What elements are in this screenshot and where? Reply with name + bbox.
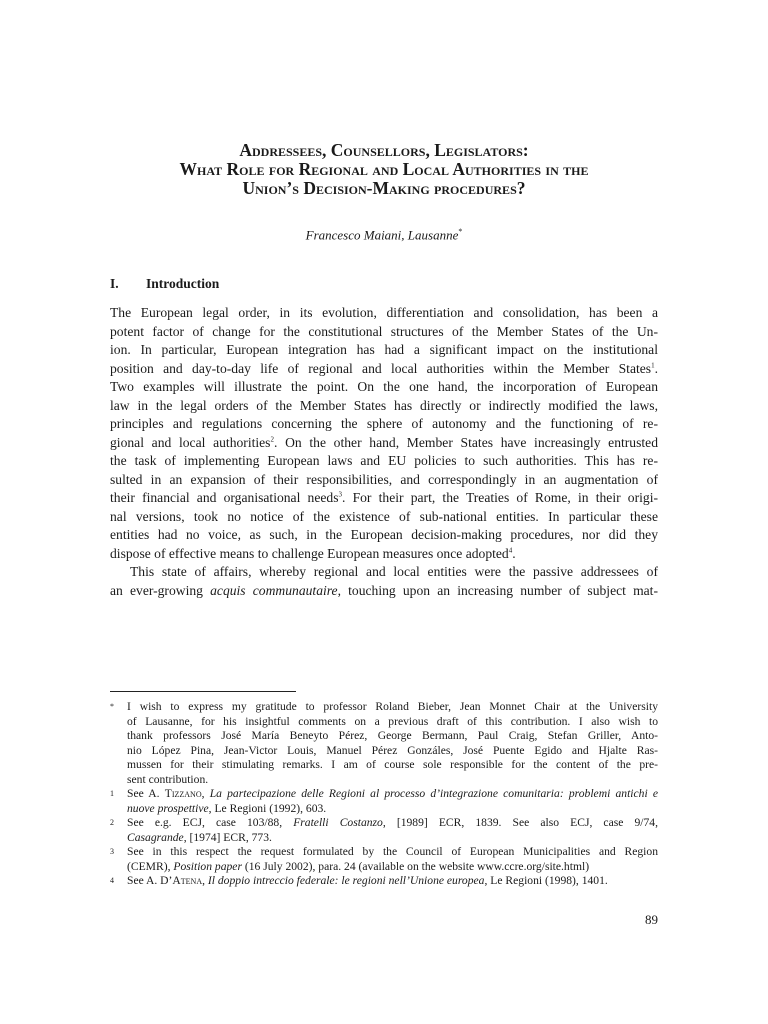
body-line: dispose of effective means to challenge European measures once adopted$^4$. [110,545,516,561]
body-line-text: , touching upon an increasing number of subject mat- [337,582,658,598]
author-footnote-mark: * [458,227,463,236]
footnote-line: I wish to express my gratitude to professor Roland Bieber, Jean Monnet Chair at the University [127,700,658,713]
footnote-text: , [202,874,208,887]
body-italic-term: acquis communautaire [210,582,338,598]
footnote-line [127,874,658,889]
footnote-text: (16 July 2002), para. 24 (available on the website www.ccre.org/site.html) [241,859,590,873]
body-line-text: . On the other hand, Member States have increasingly entrusted [273,434,658,450]
footnote-line [127,831,658,846]
footnote-mark: 1 [110,789,114,798]
body-line: nal versions, took no notice of the existence of sub-national entities. In particular these [110,508,658,524]
footnote-text: , Le Regioni (1998), 1401. [484,874,608,887]
title-line-1: Addressees, Counsellors, Legislators: [239,140,529,160]
footnote-mark: * [110,702,114,711]
footnote-line: nio López Pina, Jean-Victor Louis, Manuel Pérez Gonzáles, José Puente Egido and Hjalte Ras- [127,743,658,757]
footnote-text: See A. [127,874,161,887]
cited-title: La partecipazione delle Regioni al processo d’integrazione comunitaria: problemi antichi e [209,787,658,800]
body-line: sulted in an expansion of their responsibilities, and correspondingly in an augmentation of [110,471,658,487]
cited-title: nuove prospettive [127,801,209,815]
footnotes [110,700,658,889]
body-line [110,434,658,453]
footnote-text: , [201,787,210,800]
body-line: potent factor of change for the constitutional structures of the Member States of the Un- [110,323,658,339]
section-title: Introduction [146,276,220,291]
section-heading [110,276,219,292]
cited-case: Casagrande [127,830,184,844]
footnote-mark: 3 [110,847,114,856]
footnote-ref-3: 3 [338,490,342,499]
article-title [100,141,668,198]
body-line: the task of implementing European laws and EU policies to such authorities. This has re- [110,453,658,468]
body-line-text: dispose of effective means to challenge European measures once adopted [110,545,509,561]
cited-title: Il doppio intreccio federale: le regioni nell’Unione europea [207,874,485,887]
body-line: entities had no voice, as such, in the European decision-making procedures, nor did they [110,527,658,542]
author-line [0,227,768,243]
footnote-ref-2: 2 [270,434,274,443]
body-line [110,582,658,601]
footnote-star [110,700,658,787]
author-name: Francesco Maiani, Lausanne [305,227,459,243]
footnote-line: sent contribution. [127,772,209,786]
body-line-text: . For their part, the Treaties of Rome, in their origi- [342,490,658,505]
page-number: 89 [645,912,658,927]
body-line: ion. In particular, European integration has had a significant impact on the institutional [110,342,658,357]
title-line-3: Union’s Decision-Making procedures? [242,178,526,198]
footnote-line: mussen for their stimulating remarks. I am of course sole responsible for the content of the pre- [127,758,658,771]
body-line [110,489,658,508]
body-line: The European legal order, in its evolution, differentiation and consolidation, has been a [110,305,658,320]
body-line: Two examples will illustrate the point. On the one hand, the incorporation of European [110,379,658,394]
body-line-text: their financial and organisational needs [110,490,339,505]
footnote-text: , Le Regioni (1992), 603. [208,801,327,815]
footnote-3 [110,845,658,874]
cited-case: Fratelli Costanzo [293,816,383,829]
body-line: This state of affairs, whereby regional and local entities were the passive addressees of [130,564,658,579]
title-line-2: What Role for Regional and Local Authorities in the [179,159,589,179]
footnote-line [127,816,658,831]
footnote-line [127,787,658,802]
body-line-text: gional and local authorities [110,434,271,450]
cited-author: Tizzano [164,787,202,800]
footnote-mark: 4 [110,876,114,885]
footnote-line: See in this respect the request formulated by the Council of European Municipalities and Region [127,845,658,858]
footnote-2 [110,816,658,845]
section-number: I. [110,276,119,291]
body-line: position and day-to-day life of regional and local authorities within the Member States$^1$. [110,360,658,376]
footnote-ref-4: 4 [508,545,513,554]
body-line: law in the legal orders of the Member States has directly or indirectly modified the laws, [110,397,658,413]
footnote-text: See e.g. ECJ, case 103/88, [127,816,294,829]
footnote-line [127,802,658,817]
body-line-text: position and day-to-day life of regional and local authorities within the Member States [110,360,652,376]
body-text [110,304,658,600]
footnote-text: See A. [127,787,165,800]
footnote-text: (CEMR), [127,859,174,873]
footnote-4 [110,874,658,889]
body-line: principles and regulations concerning the sphere of autonomy and the functioning of re- [110,416,658,431]
footnote-separator [110,691,296,692]
footnote-text: , [1989] ECR, 1839. See also ECJ, case 9/74, [382,816,658,829]
cited-author: D’Atena [160,874,203,887]
footnote-line: of Lausanne, for his insightful comments on a previous draft of this contribution. I also wish to [127,714,658,728]
footnote-line: thank professors José María Beneyto Pérez, George Bermann, Paul Craig, Stefan Griller, Anto- [127,729,658,742]
footnote-1 [110,787,658,816]
footnote-mark: 2 [110,818,114,827]
footnote-line [127,860,658,875]
footnote-text: , [1974] ECR, 773. [183,830,272,844]
body-line-text: an ever-growing [110,582,211,598]
footnote-ref-1: 1 [651,360,655,369]
cited-title: Position paper [173,859,242,873]
